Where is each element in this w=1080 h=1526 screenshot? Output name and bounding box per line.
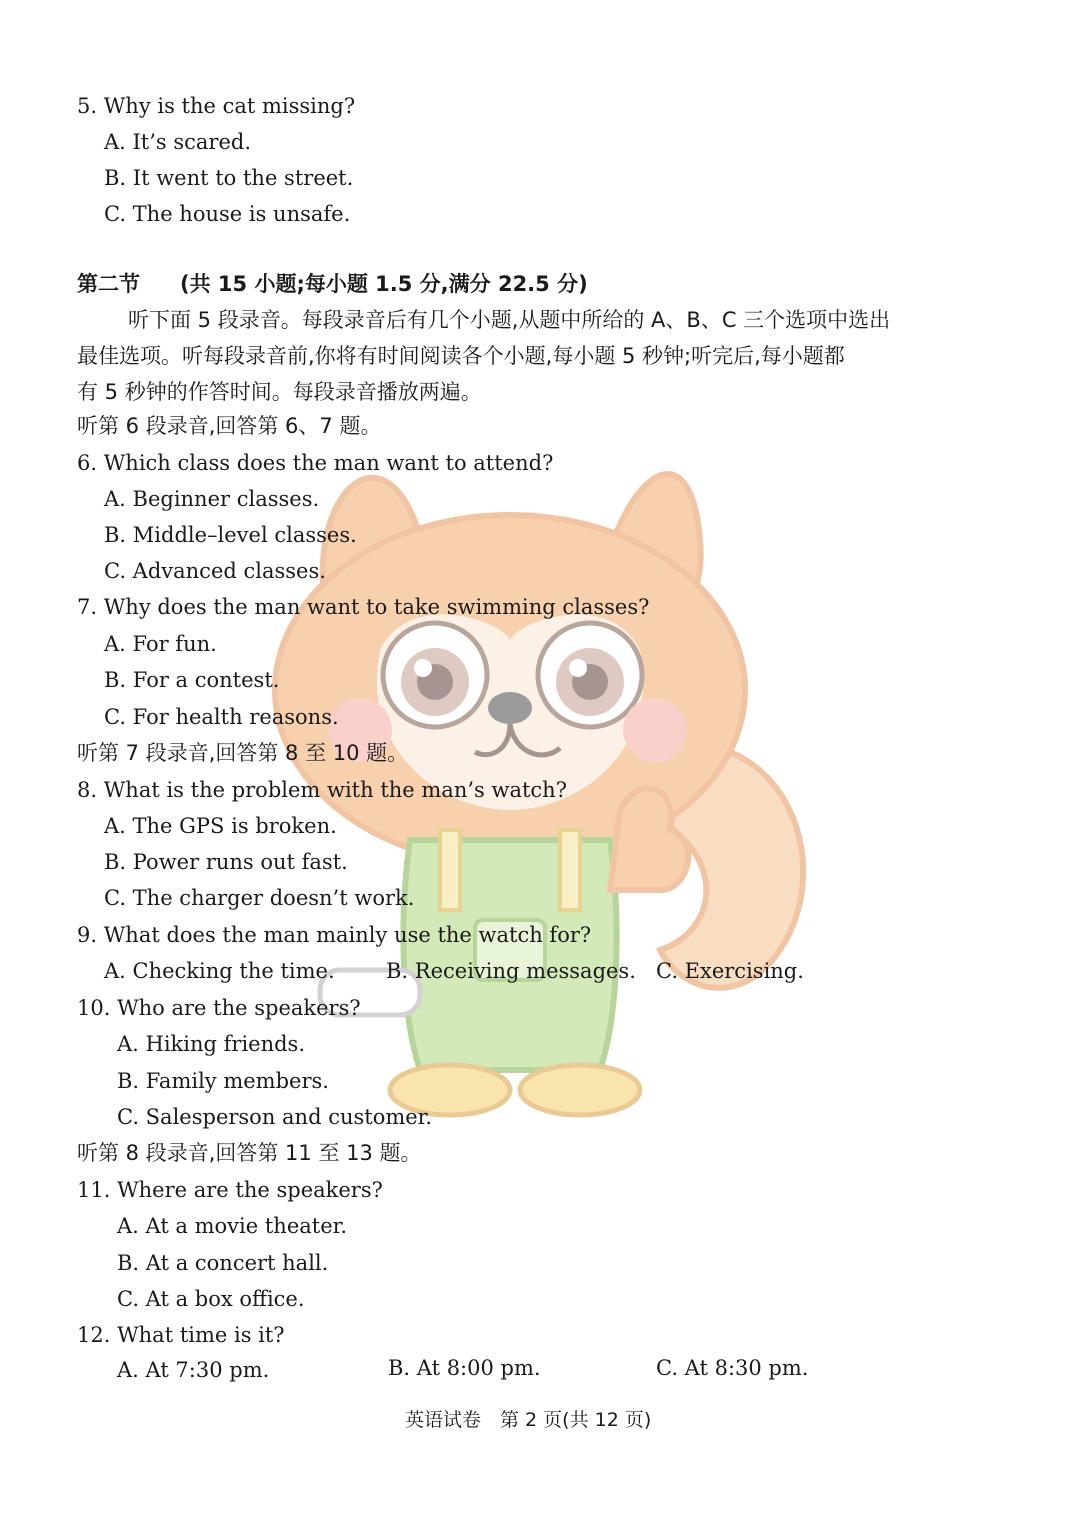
question-12: 12. What time is it?: [77, 1323, 285, 1347]
q9-option-c: C. Exercising.: [656, 959, 804, 983]
instructions-line-2: 最佳选项。听每段录音前,你将有时间阅读各个小题,每小题 5 秒钟;听完后,每小题都: [77, 344, 845, 368]
q11-option-b: B. At a concert hall.: [117, 1251, 329, 1275]
q11-option-c: C. At a box office.: [117, 1287, 305, 1311]
q5-option-b: B. It went to the street.: [104, 166, 354, 190]
q5-option-c: C. The house is unsafe.: [104, 202, 351, 226]
question-9: 9. What does the man mainly use the watch for?: [77, 923, 592, 947]
q7-option-b: B. For a contest.: [104, 668, 280, 692]
instructions-line-3: 有 5 秒钟的作答时间。每段录音播放两遍。: [77, 380, 482, 404]
question-11: 11. Where are the speakers?: [77, 1178, 383, 1202]
passage-8-heading: 听第 8 段录音,回答第 11 至 13 题。: [77, 1141, 422, 1165]
q12-option-a: A. At 7:30 pm.: [117, 1358, 270, 1382]
page-footer: 英语试卷 第 2 页(共 12 页): [405, 1409, 652, 1431]
q7-option-a: A. For fun.: [104, 632, 217, 656]
question-10: 10. Who are the speakers?: [77, 996, 361, 1020]
q11-option-a: A. At a movie theater.: [117, 1214, 348, 1238]
q5-option-a: A. It’s scared.: [104, 130, 252, 154]
question-7: 7. Why does the man want to take swimming classes?: [77, 595, 650, 619]
q10-option-c: C. Salesperson and customer.: [117, 1105, 433, 1129]
q7-option-c: C. For health reasons.: [104, 705, 339, 729]
q8-option-a: A. The GPS is broken.: [104, 814, 337, 838]
q12-option-b: B. At 8:00 pm.: [388, 1356, 541, 1380]
question-6: 6. Which class does the man want to attend?: [77, 451, 554, 475]
q8-option-b: B. Power runs out fast.: [104, 850, 348, 874]
instructions-line-1: 听下面 5 段录音。每段录音后有几个小题,从题中所给的 A、B、C 三个选项中选出: [128, 308, 891, 332]
q8-option-c: C. The charger doesn’t work.: [104, 886, 415, 910]
question-8: 8. What is the problem with the man’s watch?: [77, 778, 567, 802]
passage-6-heading: 听第 6 段录音,回答第 6、7 题。: [77, 414, 382, 438]
q6-option-b: B. Middle–level classes.: [104, 523, 357, 547]
question-5: 5. Why is the cat missing?: [77, 94, 356, 118]
q9-option-a: A. Checking the time.: [104, 959, 335, 983]
q10-option-b: B. Family members.: [117, 1069, 329, 1093]
section-heading: 第二节: [77, 272, 140, 296]
q6-option-c: C. Advanced classes.: [104, 559, 326, 583]
q10-option-a: A. Hiking friends.: [117, 1032, 306, 1056]
section-scoring: (共 15 小题;每小题 1.5 分,满分 22.5 分): [180, 272, 588, 296]
q6-option-a: A. Beginner classes.: [104, 487, 320, 511]
q12-option-c: C. At 8:30 pm.: [656, 1356, 809, 1380]
passage-7-heading: 听第 7 段录音,回答第 8 至 10 题。: [77, 741, 409, 765]
q9-option-b: B. Receiving messages.: [386, 959, 636, 983]
